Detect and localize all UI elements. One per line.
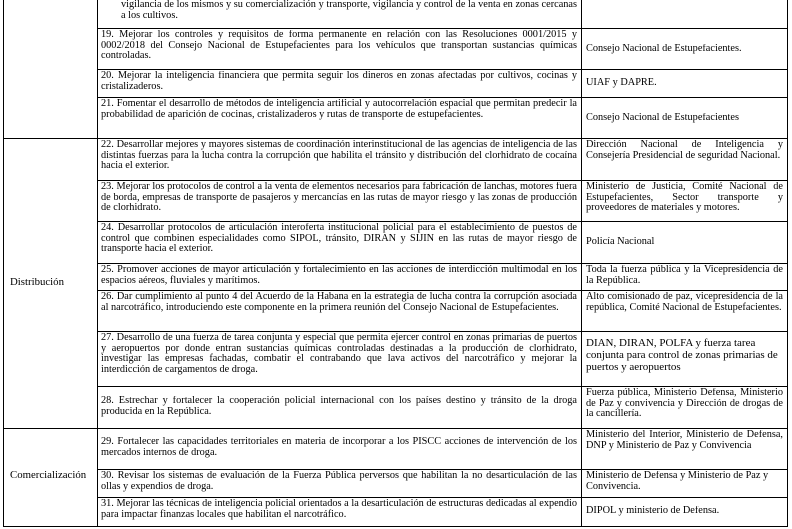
responsible-text: Ministerio de Defensa y Ministerio de Paz y Convivencia. (586, 471, 769, 492)
row-divider (97, 180, 788, 181)
responsible-text: Consejo Nacional de Estupefacientes. (586, 44, 742, 54)
table-border-bottom (3, 526, 788, 527)
action-text: 27. Desarrollo de una fuerza de tarea conjunta y especial que permita ejercer control en zonas primarias de puertos y aeropuertos por donde entran sustancias químicas controladas destinadas a la producción de clorhidrato, investigar las empresas fachadas, combatir el contrabando que lava activos del narcotráfico y mejorar la interdicción de cargamentos de droga. (101, 333, 577, 375)
responsible-text: Policía Nacional (586, 237, 655, 247)
row-divider (97, 28, 788, 29)
policy-table (3, 0, 788, 527)
responsible-text (586, 0, 783, 28)
action-text: 30. Revisar los sistemas de evaluación de la Fuerza Pública perversos que habilitan la no desarticulación de las ollas y expendios de droga. (101, 471, 577, 492)
row-divider (97, 263, 788, 264)
action-text: 29. Fortalecer las capacidades territoriales en materia de incorporar a los PISCC acciones de intervención de los mercados internos de droga. (101, 437, 577, 458)
responsible-text: Dirección Nacional de Inteligencia y Consejería Presidencial de seguridad Nacional. (586, 140, 783, 161)
action-text: 24. Desarrollar protocolos de articulación interoferta institucional policial para el establecimiento de puestos de control que combinen especialidades como SIPOL, tránsito, DIRAN y SIJIN en las rutas de mayor riesgo de transporte hacia el exterior. (101, 223, 577, 255)
row-divider (97, 221, 788, 222)
row-divider (97, 331, 788, 332)
responsible-text: Alto comisionado de paz, vicepresidencia de la república, Comité Nacional de Estupefacientes. (586, 292, 783, 313)
responsible-text: Ministerio de Justicia, Comité Nacional de Estupefacientes, Sector transporte y proveedores de materiales y motores. (586, 182, 783, 214)
action-text: 20. Mejorar la inteligencia financiera que permita seguir los dineros en zonas afectadas por cultivos, cocinas y cristalizaderos. (101, 71, 577, 92)
action-text: 22. Desarrollar mejores y mayores sistemas de coordinación interinstitucional de las agencias de inteligencia de las distintas fuerzas para la lucha contra la corrupción que habilita el tránsito y distribución del clorhidrato de cocaína hacia el exterior. (101, 140, 577, 172)
responsible-text: Fuerza pública, Ministerio Defensa, Ministerio de Paz y convivencia y Dirección de drogas de la cancillería. (586, 388, 783, 420)
category-comercializacion: Comercialización (10, 470, 87, 481)
row-divider (97, 290, 788, 291)
row-divider (97, 69, 788, 70)
action-text: vigilancia de los mismos y su comercialización y transporte, vigilancia y control de la venta en zonas cercanas a los cultivos. (121, 0, 577, 21)
row-divider (97, 97, 788, 98)
responsible-text: DIAN, DIRAN, POLFA y fuerza tarea conjunta para control de zonas primarias de puertos y aeropuertos (586, 338, 778, 373)
category-distribucion: Distribución (10, 277, 64, 288)
action-text: 26. Dar cumplimiento al punto 4 del Acuerdo de la Habana en la estrategia de lucha contra la corrupción asociada al narcotráfico, introduciendo este componente en la primera reunión del Consejo Nacional de Estupefacientes. (101, 292, 577, 313)
section-divider (3, 428, 788, 429)
action-text: 23. Mejorar los protocolos de control a la venta de elementos necesarios para fabricación de lanchas, motores fuera de borda, empresas de transporte de pasajeros y mercancías en las rutas de mayor riesgo y las zonas de producción de clorhidrato. (101, 182, 577, 214)
table-border-left (3, 0, 4, 527)
action-text: 19. Mejorar los controles y requisitos de forma permanente en relación con las Resoluciones 0001/2015 y 0002/2018 del Consejo Nacional de Estupefacientes para los vehículos que transportan sustancias químicas controladas. (101, 30, 577, 62)
action-text: 25. Promover acciones de mayor articulación y fortalecimiento en las acciones de interdicción multimodal en los espacios aéreos, fluviales y marítimos. (101, 265, 577, 286)
action-text: 31. Mejorar las técnicas de inteligencia policial orientados a la desarticulación de estructuras dedicadas al expendio para impactar finanzas locales que habilitan el narcotráfico. (101, 499, 577, 520)
action-text: 28. Estrechar y fortalecer la cooperación policial internacional con los países destino y tránsito de la droga producida en la República. (101, 396, 577, 417)
responsible-text: Consejo Nacional de Estupefacientes (586, 113, 739, 123)
row-divider (97, 497, 788, 498)
responsible-text: UIAF y DAPRE. (586, 78, 657, 88)
responsible-text: DIPOL y ministerio de Defensa. (586, 506, 720, 516)
row-divider (97, 386, 788, 387)
section-divider (3, 138, 788, 139)
responsible-text: Toda la fuerza pública y la Vicepresidencia de la República. (586, 265, 783, 286)
action-text: 21. Fomentar el desarrollo de métodos de inteligencia artificial y autocorrelación espacial que permitan predecir la probabilidad de aparición de cocinas, cristalizaderos y rutas de transporte de estupefacientes. (101, 99, 577, 120)
responsible-text: Ministerio del Interior, Ministerio de Defensa, DNP y Ministerio de Paz y Convivencia (586, 430, 783, 451)
row-divider (97, 469, 788, 470)
